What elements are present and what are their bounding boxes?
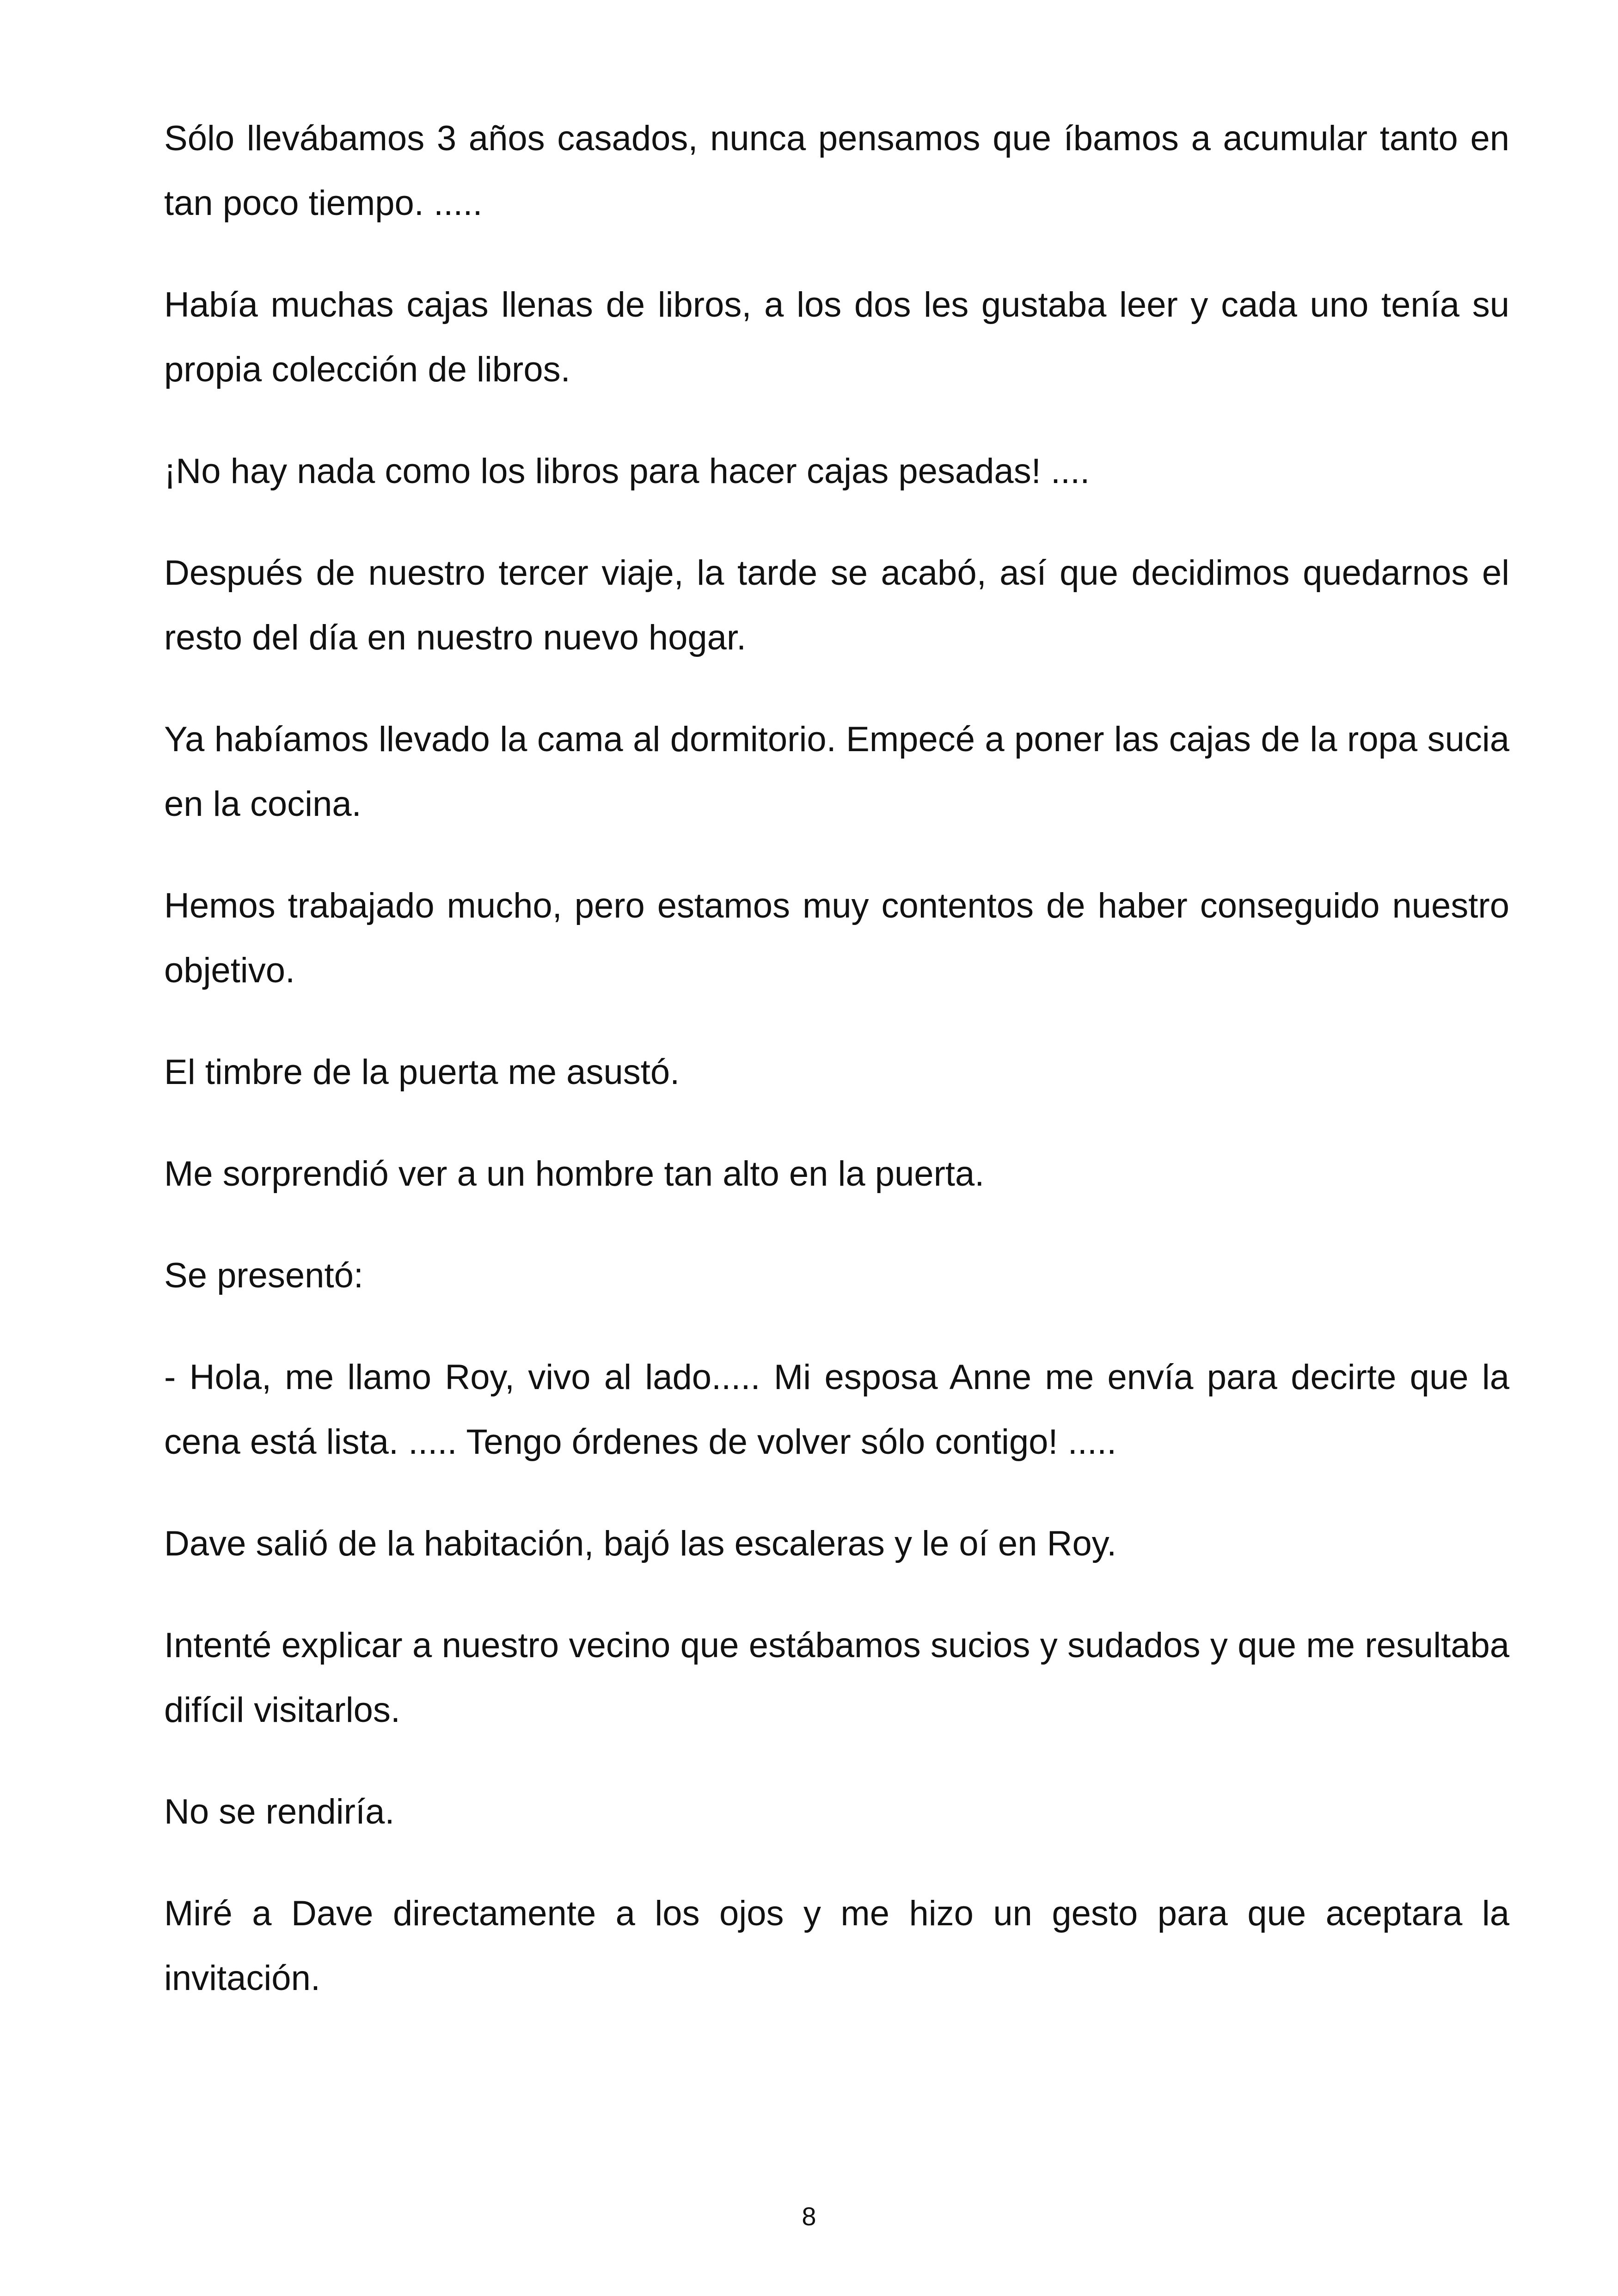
paragraph-14: Miré a Dave directamente a los ojos y me hizo un gesto para que aceptara la invitación. bbox=[164, 1894, 1509, 1998]
paragraph-4: Después de nuestro tercer viaje, la tarde se acabó, así que decidimos quedarnos el resto del día en nuestro nuevo hogar. bbox=[164, 553, 1509, 657]
paragraph-9: Se presentó: bbox=[164, 1256, 363, 1295]
paragraph-1: Sólo llevábamos 3 años casados, nunca pensamos que íbamos a acumular tanto en tan poco tiempo. ..... bbox=[164, 119, 1509, 223]
paragraph-11: Dave salió de la habitación, bajó las escaleras y le oí en Roy. bbox=[164, 1524, 1117, 1563]
paragraph-5: Ya habíamos llevado la cama al dormitorio. Empecé a poner las cajas de la ropa sucia en la cocina. bbox=[164, 720, 1509, 824]
paragraph-13: No se rendiría. bbox=[164, 1792, 395, 1831]
paragraph-6: Hemos trabajado mucho, pero estamos muy contentos de haber conseguido nuestro objetivo. bbox=[164, 886, 1509, 990]
page-number: 8 bbox=[802, 2202, 816, 2231]
body-text bbox=[164, 106, 1509, 2048]
paragraph-10: - Hola, me llamo Roy, vivo al lado..... Mi esposa Anne me envía para decirte que la cena está lista. ..... Tengo órdenes de volver sólo contigo! ..... bbox=[164, 1358, 1509, 1462]
paragraph-3: ¡No hay nada como los libros para hacer cajas pesadas! .... bbox=[164, 452, 1090, 491]
paragraph-8: Me sorprendió ver a un hombre tan alto en la puerta. bbox=[164, 1154, 985, 1194]
paragraph-12: Intenté explicar a nuestro vecino que estábamos sucios y sudados y que me resultaba difícil visitarlos. bbox=[164, 1626, 1509, 1730]
paragraph-7: El timbre de la puerta me asustó. bbox=[164, 1053, 680, 1092]
paragraph-2: Había muchas cajas llenas de libros, a los dos les gustaba leer y cada uno tenía su propia colección de libros. bbox=[164, 285, 1509, 389]
